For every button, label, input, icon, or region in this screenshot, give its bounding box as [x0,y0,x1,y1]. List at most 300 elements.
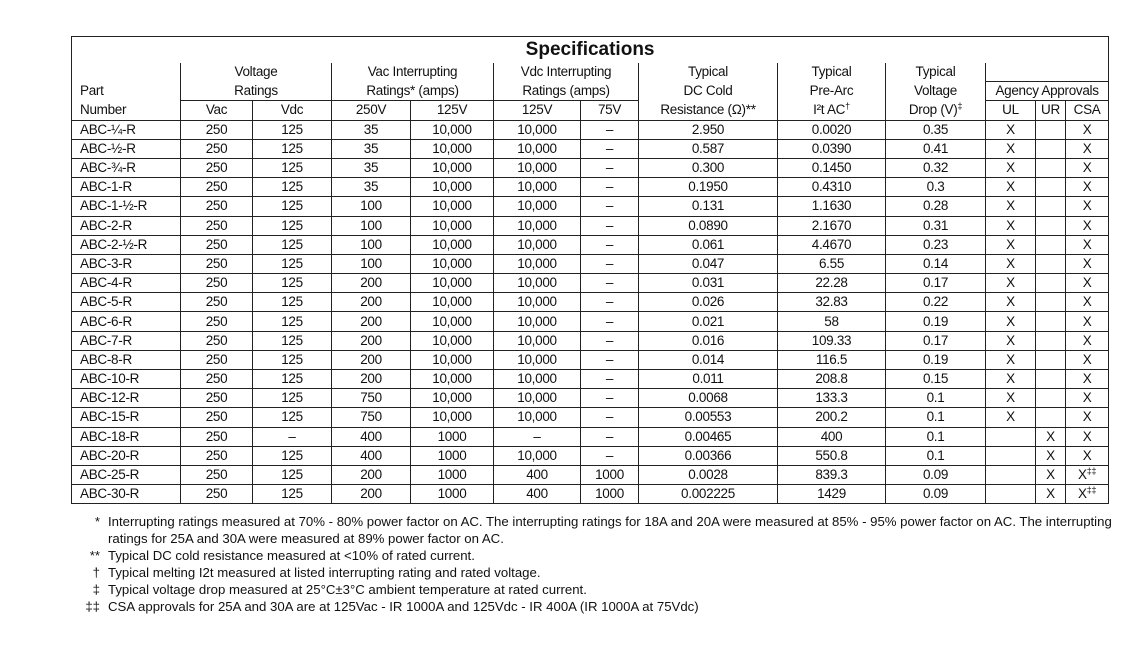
cell-ul: X [986,350,1036,369]
cell-int-125v-ac: 10,000 [411,389,494,408]
table-row [72,254,1109,273]
cell-prearc: 4.4670 [778,235,886,254]
cell-int-125v-ac: 10,000 [411,408,494,427]
cell-ur [1036,235,1066,254]
cell-int-125v-dc: 10,000 [494,120,581,139]
footnote-text: CSA approvals for 25A and 30A are at 125Vac - IR 1000A and 125Vdc - IR 400A (IR 1000A at 75Vdc) [108,599,699,614]
cell-int-125v-ac: 10,000 [411,370,494,389]
cell-csa: X [1066,408,1109,427]
cell-vdc: 125 [253,312,332,331]
header-dc-mid: DC Cold [639,82,778,101]
cell-vdc: 125 [253,389,332,408]
header-part-bottom: Number [72,101,181,120]
cell-ul: X [986,197,1036,216]
cell-int-250v: 100 [332,197,411,216]
cell-prearc: 0.0020 [778,120,886,139]
header-sub-125v-ac: 125V [411,101,494,120]
cell-int-75v: – [581,389,639,408]
cell-vdc: 125 [253,235,332,254]
footnote-mark: ** [89,548,100,563]
header-sub-125v-dc: 125V [494,101,581,120]
header-sub-ul: UL [986,101,1036,120]
csa-footnote-mark: ‡‡ [1086,466,1097,477]
cell-ul: X [986,389,1036,408]
cell-vac: 250 [181,350,253,369]
cell-vac: 250 [181,254,253,273]
table-row [72,370,1109,389]
cell-vdc: 125 [253,178,332,197]
cell-voltage-drop: 0.28 [886,197,986,216]
cell-int-75v: – [581,408,639,427]
footnote-mark: * [94,514,100,529]
cell-int-75v: – [581,293,639,312]
cell-ul: X [986,235,1036,254]
cell-vdc: 125 [253,158,332,177]
cell-part: ABC-¼-R [72,120,181,139]
cell-voltage-drop: 0.1 [886,408,986,427]
table-row [72,485,1109,504]
cell-part: ABC-¾-R [72,158,181,177]
cell-int-125v-ac: 10,000 [411,274,494,293]
cell-dc-resistance: 0.00553 [639,408,778,427]
cell-voltage-drop: 0.3 [886,178,986,197]
cell-prearc: 1429 [778,485,886,504]
cell-csa: X [1066,427,1109,446]
header-part-top: Part [72,82,181,101]
cell-dc-resistance: 0.0068 [639,389,778,408]
cell-ur [1036,350,1066,369]
cell-ur [1036,370,1066,389]
cell-ul [986,465,1036,484]
header-sub-ur: UR [1036,101,1066,120]
header-sub-vac: Vac [181,101,253,120]
cell-voltage-drop: 0.41 [886,139,986,158]
cell-prearc: 200.2 [778,408,886,427]
cell-part: ABC-6-R [72,312,181,331]
cell-vdc: 125 [253,139,332,158]
cell-vac: 250 [181,178,253,197]
cell-prearc: 22.28 [778,274,886,293]
cell-ur [1036,389,1066,408]
header-sub-250v: 250V [332,101,411,120]
cell-int-125v-ac: 1000 [411,465,494,484]
cell-csa: X [1066,350,1109,369]
footnote [76,564,1116,581]
cell-vdc: 125 [253,120,332,139]
cell-part: ABC-15-R [72,408,181,427]
cell-ur [1036,293,1066,312]
cell-int-125v-dc: 10,000 [494,370,581,389]
cell-voltage-drop: 0.17 [886,274,986,293]
cell-ur [1036,254,1066,273]
cell-ul: X [986,178,1036,197]
cell-voltage-drop: 0.32 [886,158,986,177]
cell-prearc: 58 [778,312,886,331]
cell-vdc: 125 [253,465,332,484]
cell-ul: X [986,370,1036,389]
cell-ul: X [986,274,1036,293]
cell-int-250v: 35 [332,178,411,197]
cell-int-125v-ac: 10,000 [411,312,494,331]
footnote-mark: † [92,565,100,580]
cell-dc-resistance: 0.011 [639,370,778,389]
cell-csa: X‡‡ [1066,465,1109,484]
cell-ul [986,446,1036,465]
cell-int-250v: 200 [332,465,411,484]
cell-int-125v-dc: 10,000 [494,158,581,177]
cell-ur: X [1036,427,1066,446]
footnotes [76,513,1116,615]
cell-ur [1036,274,1066,293]
cell-csa: X [1066,139,1109,158]
header-row-3 [72,101,1109,120]
cell-int-75v: – [581,331,639,350]
cell-int-125v-dc: 10,000 [494,235,581,254]
cell-vdc: 125 [253,197,332,216]
cell-dc-resistance: 0.026 [639,293,778,312]
cell-prearc: 400 [778,427,886,446]
cell-int-125v-dc: 10,000 [494,312,581,331]
cell-vdc: 125 [253,446,332,465]
header-vdc-int-top: Vdc Interrupting [494,63,639,82]
cell-part: ABC-5-R [72,293,181,312]
cell-dc-resistance: 0.0890 [639,216,778,235]
cell-int-125v-ac: 10,000 [411,178,494,197]
header-dc-bottom: Resistance (Ω)** [639,101,778,120]
footnote [76,547,1116,564]
table-row [72,139,1109,158]
cell-part: ABC-1-½-R [72,197,181,216]
cell-vac: 250 [181,370,253,389]
cell-vac: 250 [181,139,253,158]
cell-dc-resistance: 0.047 [639,254,778,273]
table-row [72,274,1109,293]
cell-part: ABC-8-R [72,350,181,369]
header-row-1 [72,63,1109,82]
cell-ur [1036,139,1066,158]
cell-vac: 250 [181,389,253,408]
cell-vac: 250 [181,274,253,293]
cell-csa: X [1066,370,1109,389]
cell-dc-resistance: 0.016 [639,331,778,350]
footnote-text: Typical melting I2t measured at listed interrupting rating and rated voltage. [108,565,541,580]
cell-int-75v: – [581,235,639,254]
table-row [72,389,1109,408]
footnote [76,513,1116,547]
prearc-footnote-mark: † [845,101,850,112]
header-vac-int-top: Vac Interrupting [332,63,494,82]
cell-ul: X [986,254,1036,273]
cell-csa: X [1066,312,1109,331]
header-voltage-top: Voltage [181,63,332,82]
cell-int-250v: 200 [332,331,411,350]
cell-prearc: 208.8 [778,370,886,389]
title-row [72,37,1109,64]
footnote-mark: ‡‡ [85,599,100,614]
cell-part: ABC-30-R [72,485,181,504]
cell-ur: X [1036,446,1066,465]
cell-part: ABC-10-R [72,370,181,389]
cell-prearc: 839.3 [778,465,886,484]
cell-int-125v-ac: 1000 [411,485,494,504]
cell-ur [1036,178,1066,197]
cell-dc-resistance: 0.061 [639,235,778,254]
cell-ul [986,485,1036,504]
cell-prearc: 1.1630 [778,197,886,216]
cell-prearc: 109.33 [778,331,886,350]
cell-vac: 250 [181,427,253,446]
header-vdc-int-bottom: Ratings (amps) [494,82,639,101]
footnote-text: Typical voltage drop measured at 25°C±3°C ambient temperature at rated current. [108,582,587,597]
cell-int-250v: 200 [332,274,411,293]
cell-int-125v-dc: 10,000 [494,178,581,197]
cell-vdc: 125 [253,408,332,427]
cell-prearc: 6.55 [778,254,886,273]
table-row [72,158,1109,177]
header-agency-blank [986,63,1109,82]
cell-int-125v-dc: 10,000 [494,389,581,408]
table-row [72,427,1109,446]
cell-csa: X [1066,120,1109,139]
header-prearc-mid: Pre-Arc [778,82,886,101]
cell-ur [1036,216,1066,235]
cell-ur [1036,197,1066,216]
cell-voltage-drop: 0.09 [886,465,986,484]
cell-csa: X‡‡ [1066,485,1109,504]
cell-vdc: 125 [253,216,332,235]
cell-int-125v-dc: 10,000 [494,197,581,216]
cell-ur [1036,312,1066,331]
cell-vac: 250 [181,408,253,427]
cell-vac: 250 [181,485,253,504]
cell-int-250v: 35 [332,139,411,158]
cell-ur: X [1036,465,1066,484]
cell-vdc: 125 [253,274,332,293]
cell-int-75v: – [581,254,639,273]
header-drop-mid: Voltage [886,82,986,101]
cell-int-250v: 35 [332,120,411,139]
header-agency: Agency Approvals [986,82,1109,101]
cell-int-125v-dc: 10,000 [494,293,581,312]
drop-footnote-mark: ‡ [957,101,963,112]
cell-vdc: – [253,427,332,446]
cell-voltage-drop: 0.17 [886,331,986,350]
cell-voltage-drop: 0.1 [886,446,986,465]
cell-csa: X [1066,274,1109,293]
cell-ul: X [986,408,1036,427]
cell-int-125v-ac: 10,000 [411,331,494,350]
table-row [72,293,1109,312]
header-part-blank [72,63,181,82]
header-dc-top: Typical [639,63,778,82]
cell-part: ABC-18-R [72,427,181,446]
cell-prearc: 0.4310 [778,178,886,197]
cell-int-75v: 1000 [581,465,639,484]
cell-dc-resistance: 0.0028 [639,465,778,484]
cell-int-75v: – [581,139,639,158]
cell-ul: X [986,216,1036,235]
header-prearc-bottom [778,101,886,120]
cell-ul: X [986,312,1036,331]
cell-dc-resistance: 0.1950 [639,178,778,197]
cell-int-75v: – [581,158,639,177]
cell-int-250v: 200 [332,350,411,369]
cell-dc-resistance: 0.014 [639,350,778,369]
cell-int-125v-dc: 10,000 [494,331,581,350]
cell-int-125v-dc: 10,000 [494,274,581,293]
header-sub-75v: 75V [581,101,639,120]
cell-dc-resistance: 0.300 [639,158,778,177]
cell-vac: 250 [181,293,253,312]
cell-prearc: 0.0390 [778,139,886,158]
cell-dc-resistance: 2.950 [639,120,778,139]
cell-voltage-drop: 0.19 [886,350,986,369]
cell-vac: 250 [181,216,253,235]
cell-part: ABC-2-½-R [72,235,181,254]
cell-vdc: 125 [253,370,332,389]
footnote [76,598,1116,615]
table-row [72,350,1109,369]
cell-part: ABC-1-R [72,178,181,197]
drop-label: Drop (V) [908,102,958,118]
cell-int-125v-ac: 1000 [411,446,494,465]
cell-vac: 250 [181,158,253,177]
csa-footnote-mark: ‡‡ [1086,485,1097,496]
cell-int-125v-ac: 10,000 [411,235,494,254]
table-row [72,216,1109,235]
cell-voltage-drop: 0.09 [886,485,986,504]
cell-vac: 250 [181,465,253,484]
cell-int-75v: – [581,120,639,139]
cell-int-125v-ac: 10,000 [411,216,494,235]
cell-int-250v: 200 [332,312,411,331]
cell-csa: X [1066,254,1109,273]
cell-int-75v: – [581,312,639,331]
cell-csa: X [1066,235,1109,254]
cell-csa: X [1066,216,1109,235]
cell-vdc: 125 [253,254,332,273]
cell-int-75v: 1000 [581,485,639,504]
cell-ul: X [986,331,1036,350]
cell-part: ABC-20-R [72,446,181,465]
cell-prearc: 0.1450 [778,158,886,177]
cell-ul: X [986,158,1036,177]
footnote-text: Interrupting ratings measured at 70% - 80% power factor on AC. The interrupting ratings for 18A and 20A were measured at 85% - 95% power factor on AC. The interrupting ratings for 25A and 30A were measured at 89% power factor on AC. [108,514,1112,546]
cell-prearc: 133.3 [778,389,886,408]
cell-part: ABC-12-R [72,389,181,408]
cell-voltage-drop: 0.22 [886,293,986,312]
cell-int-125v-dc: 10,000 [494,254,581,273]
specifications-panel [71,36,1108,504]
cell-int-250v: 200 [332,293,411,312]
table-row [72,408,1109,427]
cell-int-125v-ac: 10,000 [411,120,494,139]
prearc-label: I²t AC [813,102,846,118]
cell-int-125v-dc: 10,000 [494,139,581,158]
footnote [76,581,1116,598]
cell-ur [1036,120,1066,139]
cell-dc-resistance: 0.021 [639,312,778,331]
cell-prearc: 550.8 [778,446,886,465]
header-sub-csa: CSA [1066,101,1109,120]
table-row [72,178,1109,197]
cell-int-125v-ac: 10,000 [411,158,494,177]
cell-prearc: 2.1670 [778,216,886,235]
cell-vac: 250 [181,120,253,139]
table-row [72,331,1109,350]
cell-int-125v-ac: 1000 [411,427,494,446]
cell-vdc: 125 [253,485,332,504]
cell-int-250v: 100 [332,235,411,254]
cell-csa: X [1066,389,1109,408]
cell-ur: X [1036,485,1066,504]
cell-vdc: 125 [253,293,332,312]
cell-int-125v-dc: 10,000 [494,408,581,427]
cell-vac: 250 [181,197,253,216]
cell-int-250v: 100 [332,216,411,235]
table-body [72,120,1109,504]
cell-int-75v: – [581,274,639,293]
table-row [72,235,1109,254]
cell-int-250v: 200 [332,485,411,504]
cell-int-75v: – [581,178,639,197]
header-voltage-bottom: Ratings [181,82,332,101]
cell-int-125v-dc: 400 [494,485,581,504]
header-drop-bottom [886,101,986,120]
cell-csa: X [1066,178,1109,197]
cell-csa: X [1066,293,1109,312]
header-vac-int-bottom: Ratings* (amps) [332,82,494,101]
header-prearc-top: Typical [778,63,886,82]
cell-csa: X [1066,197,1109,216]
cell-int-125v-ac: 10,000 [411,254,494,273]
cell-ul: X [986,139,1036,158]
cell-part: ABC-4-R [72,274,181,293]
cell-voltage-drop: 0.23 [886,235,986,254]
cell-int-125v-ac: 10,000 [411,139,494,158]
cell-int-250v: 200 [332,370,411,389]
table-row [72,465,1109,484]
cell-int-125v-dc: 10,000 [494,350,581,369]
header-row-2 [72,82,1109,101]
header-drop-top: Typical [886,63,986,82]
specifications-table [71,36,1109,504]
cell-voltage-drop: 0.14 [886,254,986,273]
cell-int-125v-dc: 400 [494,465,581,484]
cell-voltage-drop: 0.35 [886,120,986,139]
table-row [72,197,1109,216]
cell-voltage-drop: 0.1 [886,427,986,446]
cell-int-250v: 400 [332,427,411,446]
cell-vdc: 125 [253,350,332,369]
cell-ur [1036,408,1066,427]
cell-vac: 250 [181,312,253,331]
cell-vac: 250 [181,331,253,350]
cell-ul: X [986,120,1036,139]
cell-int-125v-dc: 10,000 [494,216,581,235]
cell-dc-resistance: 0.031 [639,274,778,293]
cell-ul: X [986,293,1036,312]
cell-ul [986,427,1036,446]
cell-int-250v: 35 [332,158,411,177]
cell-csa: X [1066,331,1109,350]
cell-voltage-drop: 0.15 [886,370,986,389]
cell-prearc: 116.5 [778,350,886,369]
cell-int-75v: – [581,216,639,235]
cell-voltage-drop: 0.31 [886,216,986,235]
cell-vac: 250 [181,446,253,465]
cell-int-75v: – [581,370,639,389]
